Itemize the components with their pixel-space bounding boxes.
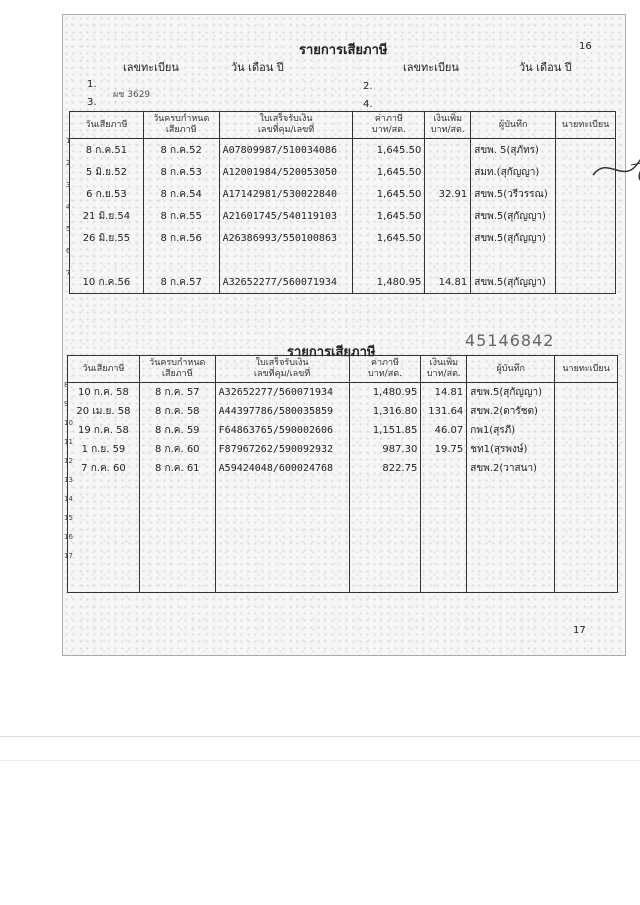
cell-due: [139, 516, 215, 535]
cell-receipt: A07809987/510034086: [219, 139, 353, 162]
row-number: 6: [66, 247, 71, 255]
cell-paid: [64, 514, 140, 535]
column-header: ผู้บันทึก: [467, 356, 555, 383]
cell-tax: [349, 478, 421, 497]
table-row: [68, 459, 618, 478]
cell-tax: 1,645.50: [353, 205, 425, 227]
cell-due: [139, 573, 215, 593]
cell-registrar: [556, 227, 616, 249]
cell-due: [143, 249, 219, 271]
cell-paid: [66, 137, 144, 162]
paid-date: 1 ก.ย. 59: [81, 444, 126, 455]
divider: [0, 736, 640, 737]
column-header: ค่าภาษี บาท/สต.: [349, 356, 421, 383]
cell-fine: [421, 516, 467, 535]
cell-paid: [64, 552, 140, 573]
table-row: [70, 271, 616, 294]
cell-tax: 822.75: [349, 459, 421, 478]
table-row: [70, 205, 616, 227]
table-row: [68, 421, 618, 440]
paid-date: 8 ก.ค.51: [85, 144, 128, 156]
table-row: [70, 139, 616, 162]
top-tax-table: [66, 111, 616, 294]
bottom-section-title: รายการเสียภาษี: [287, 345, 376, 360]
cell-recorder: สขพ.5(สุกัญญา): [471, 271, 556, 294]
row-number: 15: [64, 514, 73, 522]
cell-paid: [66, 269, 144, 294]
date-label-left: วัน เดือน ปี: [231, 61, 284, 74]
cell-due: 8 ก.ค. 59: [139, 421, 215, 440]
paid-date: 19 ก.ค. 58: [77, 425, 129, 436]
row-number: 10: [64, 419, 73, 427]
ghost-number: 45146842: [465, 331, 555, 350]
cell-tax: 1,645.50: [353, 139, 425, 162]
cell-paid: [64, 533, 140, 554]
plate-1: ผช 3629: [113, 90, 151, 100]
cell-recorder: สขพ.5(วรีวรรณ): [471, 183, 556, 205]
line-3: 3.: [87, 97, 97, 108]
table-row: [70, 227, 616, 249]
cell-registrar: [555, 497, 618, 516]
cell-fine: [421, 573, 467, 593]
page-number-top: 16: [579, 41, 592, 52]
cell-recorder: สขพ. 5(สุภัทร): [471, 139, 556, 162]
cell-registrar: [556, 271, 616, 294]
cell-tax: 1,480.95: [353, 271, 425, 294]
cell-paid: [66, 225, 144, 249]
cell-paid: [64, 438, 140, 459]
cell-tax: [349, 535, 421, 554]
cell-recorder: สขพ.2(ดารัชต): [467, 402, 555, 421]
row-number: 5: [66, 225, 71, 233]
cell-tax: 1,645.50: [353, 161, 425, 183]
cell-recorder: สขพ.2(วาสนา): [467, 459, 555, 478]
cell-fine: [425, 139, 471, 162]
cell-recorder: ชท1(สุรพงษ์): [467, 440, 555, 459]
row-number: 8: [64, 381, 69, 389]
row-number: 3: [66, 181, 71, 189]
column-header: นายทะเบียน: [555, 356, 618, 383]
bottom-tax-table: [64, 355, 618, 593]
cell-due: 8 ก.ค.52: [143, 139, 219, 162]
cell-receipt: A26386993/550100863: [219, 227, 353, 249]
row-number: 4: [66, 203, 71, 211]
cell-paid: [64, 476, 140, 497]
cell-receipt: A32652277/560071934: [219, 271, 353, 294]
cell-recorder: [467, 554, 555, 573]
paid-date: 7 ก.ค. 60: [81, 463, 126, 474]
scanned-page: [62, 14, 626, 656]
cell-recorder: [467, 535, 555, 554]
cell-tax: [349, 554, 421, 573]
cell-receipt: [215, 516, 349, 535]
row-number: 1: [66, 137, 71, 145]
reg-label-left: เลขทะเบียน: [123, 61, 179, 74]
table-row: [70, 183, 616, 205]
cell-fine: [421, 497, 467, 516]
cell-paid: [66, 159, 144, 183]
row-number: 7: [66, 269, 71, 277]
table-row: [68, 516, 618, 535]
cell-due: 8 ก.ค.53: [143, 161, 219, 183]
cell-recorder: [467, 516, 555, 535]
cell-recorder: [467, 497, 555, 516]
cell-recorder: สขพ.5(สุกัญญา): [471, 205, 556, 227]
cell-due: [139, 535, 215, 554]
cell-registrar: [555, 573, 618, 593]
table-row: [70, 249, 616, 271]
table-row: [68, 535, 618, 554]
cell-paid: [64, 419, 140, 440]
column-header: วันเสียภาษี: [68, 356, 140, 383]
cell-fine: 46.07: [421, 421, 467, 440]
signature: [583, 145, 640, 193]
cell-tax: 1,480.95: [349, 383, 421, 403]
cell-receipt: A59424048/600024768: [215, 459, 349, 478]
cell-fine: 14.81: [421, 383, 467, 403]
row-number: 12: [64, 457, 73, 465]
column-header: ค่าภาษี บาท/สต.: [353, 112, 425, 139]
cell-paid: [64, 457, 140, 478]
cell-tax: 1,316.80: [349, 402, 421, 421]
cell-fine: [421, 478, 467, 497]
top-section-title: รายการเสียภาษี: [299, 43, 388, 58]
cell-fine: [425, 205, 471, 227]
paid-date: 26 มิ.ย.55: [82, 232, 131, 244]
cell-paid: [64, 495, 140, 516]
paid-date: 6 ก.ย.53: [86, 188, 127, 200]
line-1: 1.: [87, 79, 97, 90]
cell-registrar: [555, 402, 618, 421]
line-4: 4.: [363, 99, 373, 110]
cell-registrar: [555, 554, 618, 573]
paid-date: 10 ก.ค.56: [82, 276, 131, 288]
column-header: วันครบกำหนด เสียภาษี: [139, 356, 215, 383]
table-row: [70, 161, 616, 183]
table-row: [68, 573, 618, 593]
reg-label-right: เลขทะเบียน: [403, 61, 459, 74]
cell-fine: 131.64: [421, 402, 467, 421]
cell-receipt: [215, 535, 349, 554]
line-2: 2.: [363, 81, 373, 92]
table-row: [68, 402, 618, 421]
column-header: เงินเพิ่ม บาท/สต.: [421, 356, 467, 383]
cell-registrar: [555, 478, 618, 497]
cell-due: [139, 554, 215, 573]
column-header: ใบเสร็จรับเงิน เลขที่คุม/เลขที่: [219, 112, 353, 139]
cell-due: 8 ก.ค. 58: [139, 402, 215, 421]
cell-due: [139, 497, 215, 516]
row-number: 2: [66, 159, 71, 167]
table-row: [68, 440, 618, 459]
cell-fine: [421, 554, 467, 573]
cell-registrar: [555, 459, 618, 478]
divider: [0, 760, 640, 761]
paid-date: 20 เม.ย. 58: [76, 406, 131, 417]
cell-receipt: A44397786/580035859: [215, 402, 349, 421]
paid-date: 5 มิ.ย.52: [85, 166, 127, 178]
date-label-right: วัน เดือน ปี: [519, 61, 572, 74]
cell-due: 8 ก.ค. 60: [139, 440, 215, 459]
cell-receipt: [215, 573, 349, 593]
cell-registrar: [555, 440, 618, 459]
column-header: วันเสียภาษี: [70, 112, 144, 139]
cell-registrar: [555, 383, 618, 403]
cell-tax: 1,645.50: [353, 183, 425, 205]
cell-paid: [66, 203, 144, 227]
cell-fine: [421, 459, 467, 478]
cell-fine: [425, 227, 471, 249]
row-number: 17: [64, 552, 73, 560]
column-header: วันครบกำหนด เสียภาษี: [143, 112, 219, 139]
page-number-bottom: 17: [573, 625, 586, 636]
cell-paid: [68, 573, 140, 593]
cell-receipt: A21601745/540119103: [219, 205, 353, 227]
cell-fine: 14.81: [425, 271, 471, 294]
table-row: [68, 554, 618, 573]
cell-recorder: สขพ.5(สุกัญญา): [467, 383, 555, 403]
cell-receipt: A12001984/520053050: [219, 161, 353, 183]
cell-registrar: [555, 535, 618, 554]
column-header: ใบเสร็จรับเงิน เลขที่คุม/เลขที่: [215, 356, 349, 383]
cell-fine: 32.91: [425, 183, 471, 205]
cell-due: 8 ก.ค. 61: [139, 459, 215, 478]
cell-due: 8 ก.ค.57: [143, 271, 219, 294]
cell-recorder: [467, 573, 555, 593]
cell-due: 8 ก.ค. 57: [139, 383, 215, 403]
cell-recorder: สขพ.5(สุกัญญา): [471, 227, 556, 249]
cell-due: 8 ก.ค.56: [143, 227, 219, 249]
cell-registrar: [556, 249, 616, 271]
cell-receipt: [215, 497, 349, 516]
row-number: 9: [64, 400, 69, 408]
cell-receipt: F64863765/590002606: [215, 421, 349, 440]
paid-date: 10 ก.ค. 58: [77, 387, 129, 398]
paid-date: 21 มิ.ย.54: [82, 210, 131, 222]
cell-receipt: [215, 478, 349, 497]
cell-paid: [64, 381, 140, 403]
cell-recorder: [467, 478, 555, 497]
cell-fine: [421, 535, 467, 554]
cell-fine: [425, 249, 471, 271]
row-number: 16: [64, 533, 73, 541]
table-row: [68, 383, 618, 403]
table-row: [68, 478, 618, 497]
cell-receipt: [215, 554, 349, 573]
cell-fine: 19.75: [421, 440, 467, 459]
cell-tax: [349, 516, 421, 535]
cell-tax: 1,151.85: [349, 421, 421, 440]
row-number: 14: [64, 495, 73, 503]
cell-tax: 987.30: [349, 440, 421, 459]
cell-registrar: [555, 421, 618, 440]
cell-tax: [349, 497, 421, 516]
column-header: เงินเพิ่ม บาท/สต.: [425, 112, 471, 139]
cell-receipt: A32652277/560071934: [215, 383, 349, 403]
cell-recorder: [471, 249, 556, 271]
cell-paid: [64, 400, 140, 421]
column-header: นายทะเบียน: [556, 112, 616, 139]
table-row: [68, 497, 618, 516]
cell-paid: [66, 247, 144, 271]
cell-recorder: สมท.(สุกัญญา): [471, 161, 556, 183]
row-number: 13: [64, 476, 73, 484]
cell-tax: [353, 249, 425, 271]
row-number: 11: [64, 438, 73, 446]
cell-receipt: A17142981/530022840: [219, 183, 353, 205]
cell-receipt: [219, 249, 353, 271]
cell-registrar: [555, 516, 618, 535]
cell-due: [139, 478, 215, 497]
cell-receipt: F87967262/590092932: [215, 440, 349, 459]
cell-due: 8 ก.ค.55: [143, 205, 219, 227]
column-header: ผู้บันทึก: [471, 112, 556, 139]
cell-tax: [349, 573, 421, 593]
cell-due: 8 ก.ค.54: [143, 183, 219, 205]
cell-paid: [66, 181, 144, 205]
cell-tax: 1,645.50: [353, 227, 425, 249]
cell-recorder: กพ1(สุรภี): [467, 421, 555, 440]
cell-fine: [425, 161, 471, 183]
cell-registrar: [556, 205, 616, 227]
